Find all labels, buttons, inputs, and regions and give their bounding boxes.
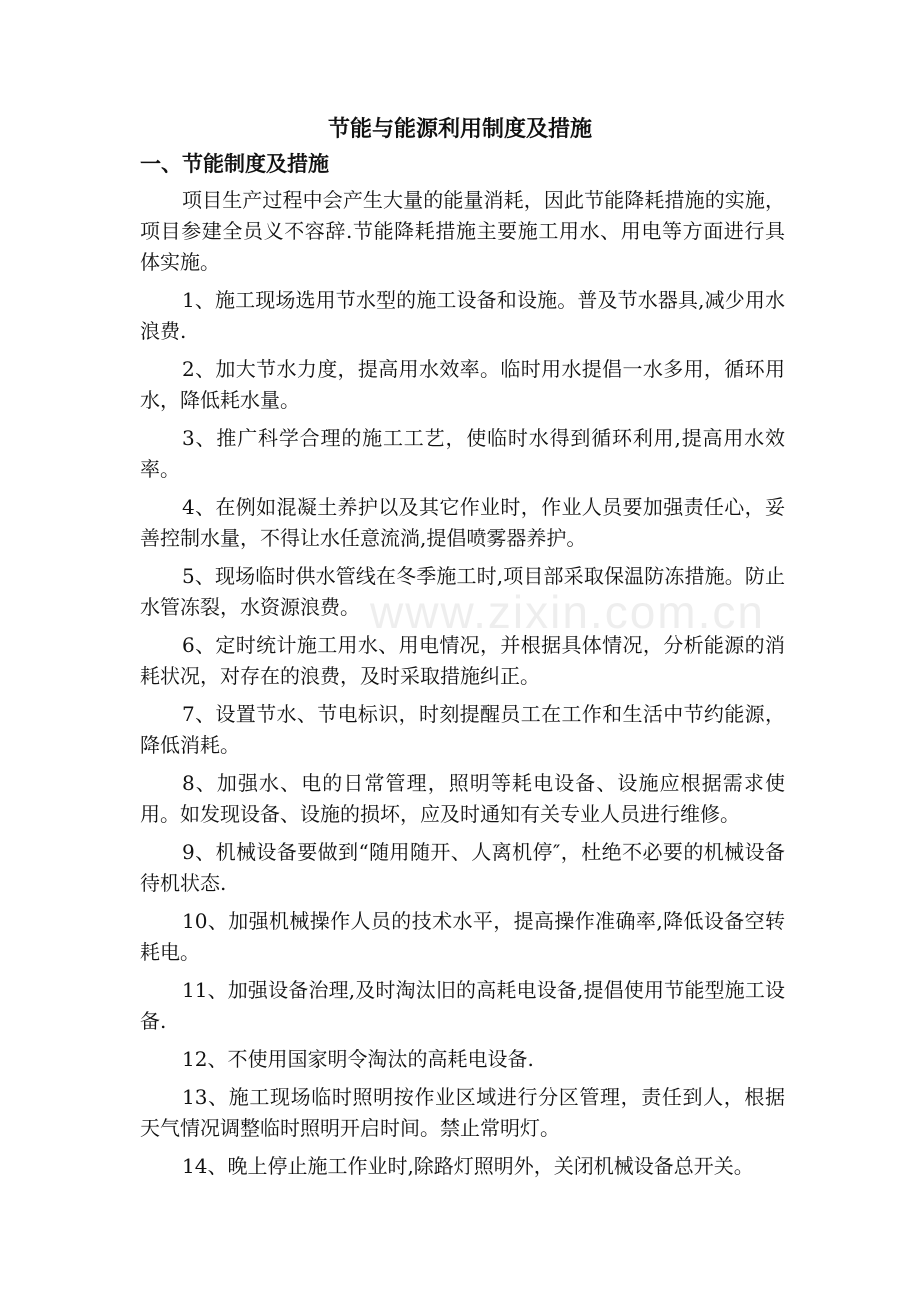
document-title: 节能与能源利用制度及措施 bbox=[327, 117, 592, 142]
measure-paragraph-8: 8、加强水、电的日常管理，照明等耗电设备、设施应根据需求使用。如发现设备、设施的损坏，应及时通知有关专业人员进行维修。 bbox=[140, 771, 785, 826]
measure-paragraph-11: 11、加强设备治理,及时淘汰旧的高耗电设备,提倡使用节能型施工设备. bbox=[140, 978, 785, 1033]
document-body bbox=[140, 185, 785, 1182]
intro-paragraph: 项目生产过程中会产生大量的能量消耗，因此节能降耗措施的实施，项目参建全员义不容辞.节能降耗措施主要施工用水、用电等方面进行具体实施。 bbox=[140, 188, 785, 274]
measure-paragraph-6: 6、定时统计施工用水、用电情况，并根据具体情况，分析能源的消耗状况，对存在的浪费，及时采取措施纠正。 bbox=[140, 633, 785, 688]
measure-paragraph-12: 12、不使用国家明令淘汰的高耗电设备. bbox=[182, 1047, 534, 1071]
measure-paragraph-7: 7、设置节水、节电标识，时刻提醒员工在工作和生活中节约能源，降低消耗。 bbox=[140, 702, 785, 757]
measure-paragraph-10: 10、加强机械操作人员的技术水平，提高操作准确率,降低设备空转耗电。 bbox=[140, 909, 785, 964]
section-heading: 一、节能制度及措施 bbox=[140, 152, 329, 176]
measure-paragraph-1: 1、施工现场选用节水型的施工设备和设施。普及节水器具,减少用水浪费. bbox=[140, 288, 785, 343]
measure-paragraph-3: 3、推广科学合理的施工工艺，使临时水得到循环利用,提高用水效率。 bbox=[140, 426, 785, 481]
measure-paragraph-9: 9、机械设备要做到“随用随开、人离机停″，杜绝不必要的机械设备待机状态. bbox=[140, 840, 785, 895]
measure-paragraph-13: 13、施工现场临时照明按作业区域进行分区管理，责任到人，根据天气情况调整临时照明开启时间。禁止常明灯。 bbox=[140, 1085, 785, 1140]
site-watermark: www.zixin.com.cn bbox=[370, 586, 765, 638]
measure-paragraph-4: 4、在例如混凝土养护以及其它作业时，作业人员要加强责任心，妥善控制水量，不得让水任意流淌,提倡喷雾器养护。 bbox=[140, 495, 785, 550]
measure-paragraph-2: 2、加大节水力度，提高用水效率。临时用水提倡一水多用，循环用水，降低耗水量。 bbox=[140, 357, 785, 412]
measure-paragraph-5: 5、现场临时供水管线在冬季施工时,项目部采取保温防冻措施。防止水管冻裂，水资源浪费。 bbox=[140, 564, 785, 619]
measure-paragraph-14: 14、晚上停止施工作业时,除路灯照明外，关闭机械设备总开关。 bbox=[182, 1154, 754, 1178]
